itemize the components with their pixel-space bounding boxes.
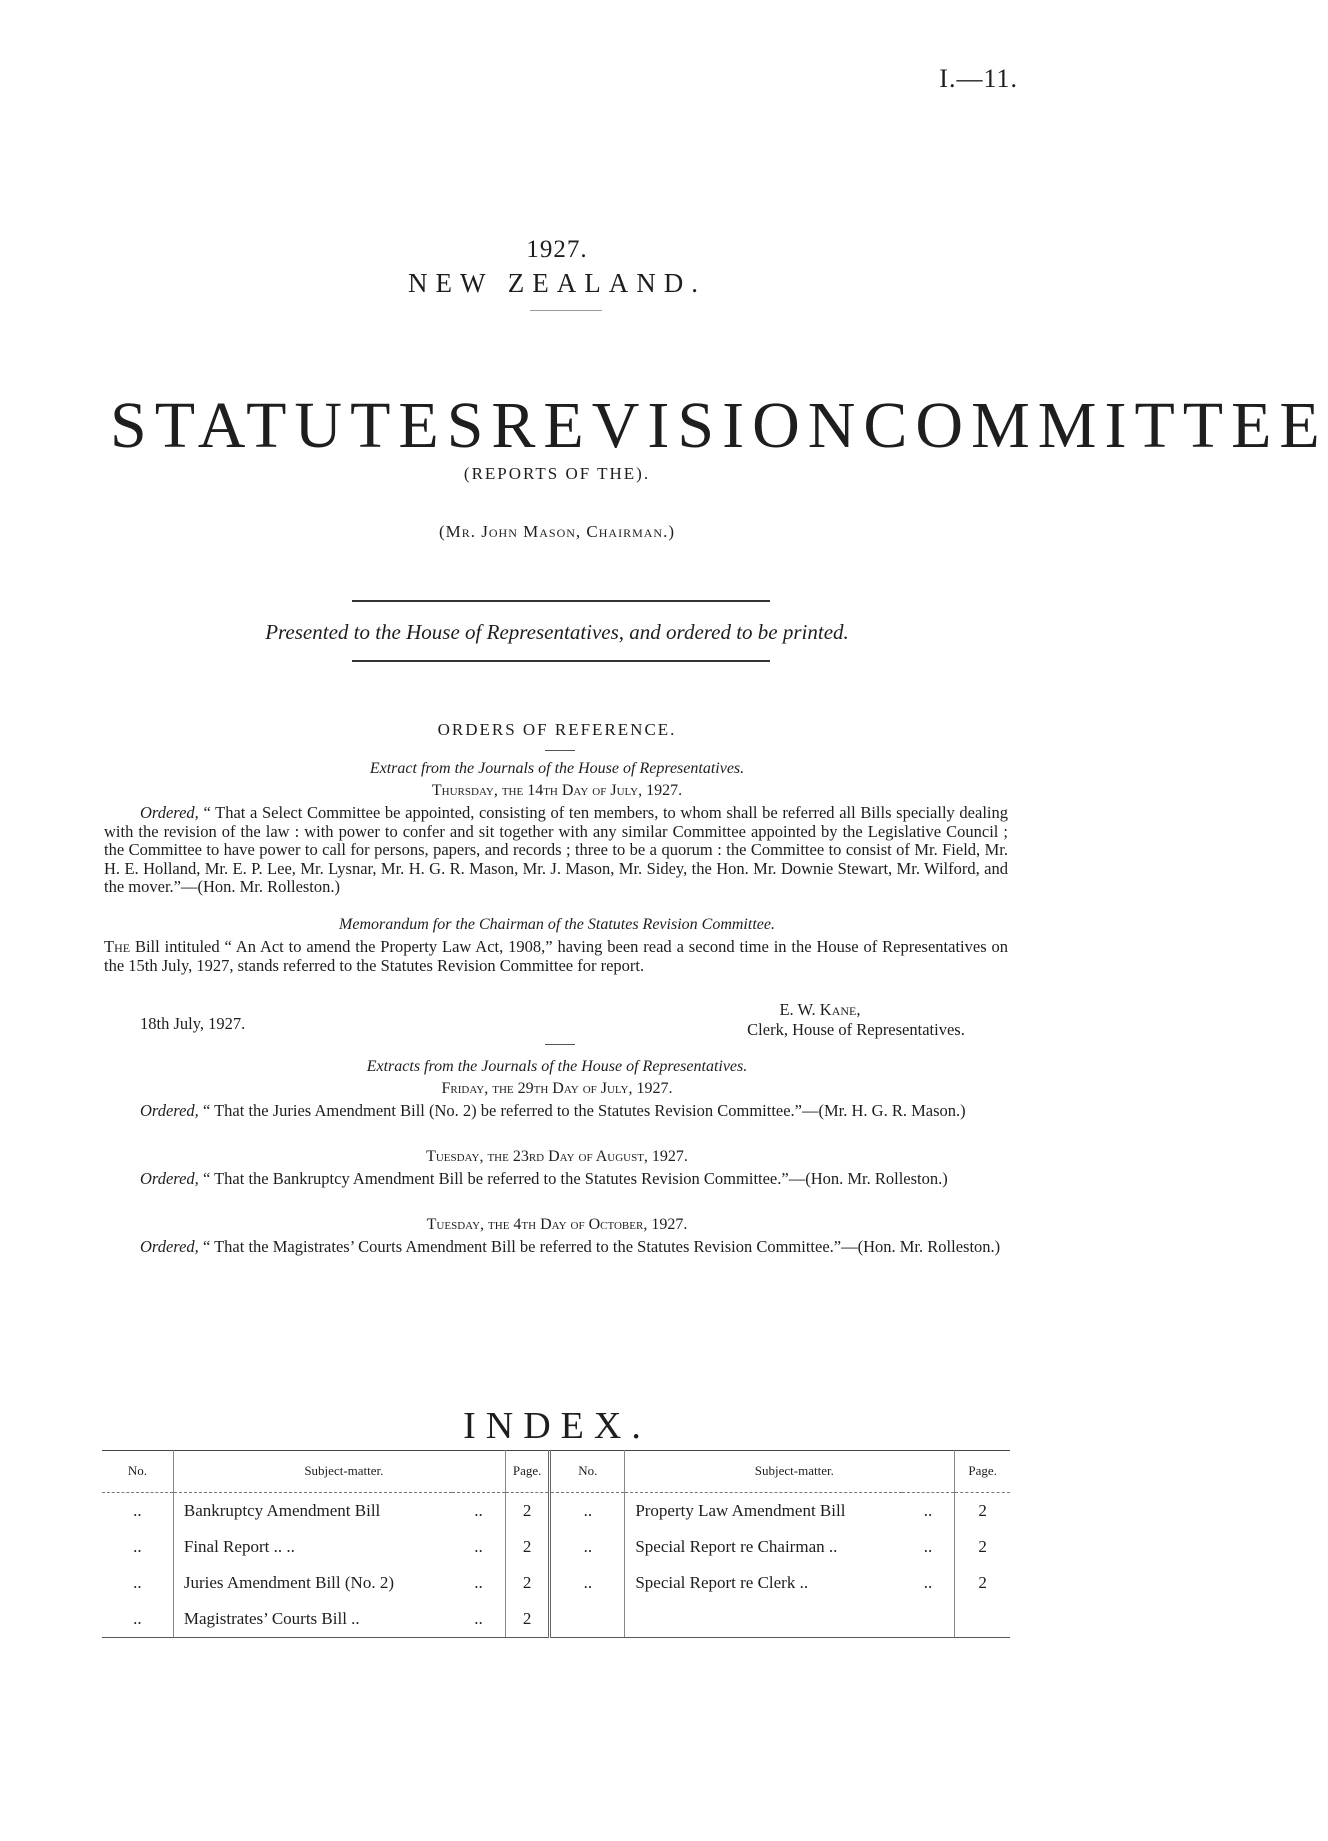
memo-title: Memorandum for the Chairman of the Statutes Revision Committee.	[339, 916, 775, 933]
table-row	[102, 1601, 1010, 1638]
document-year: 1927.	[526, 236, 588, 263]
entry-text-1: “ That the Juries Amendment Bill (No. 2) be referred to the Statutes Revision Committee.”—(Mr. H. G. R. Mason.)	[202, 1101, 966, 1120]
row-page: 2	[505, 1493, 550, 1530]
row-subject: Final Report .. ..	[173, 1529, 452, 1565]
memo-paragraph	[104, 938, 1008, 975]
row-page: 2	[505, 1529, 550, 1565]
title-word-statutes: STATUTES	[110, 389, 492, 462]
divider	[530, 310, 602, 311]
entry-date-3: Tuesday, the 4th Day of October, 1927.	[426, 1216, 688, 1233]
row-page: 2	[955, 1529, 1010, 1565]
entry-text-2: “ That the Bankruptcy Amendment Bill be referred to the Statutes Revision Committee.”—(Hon. Mr. Rolleston.)	[202, 1169, 948, 1188]
divider	[545, 750, 575, 751]
main-title	[110, 388, 1328, 464]
table-row	[102, 1529, 1010, 1565]
index-header-row	[102, 1450, 1010, 1493]
row-dots: ..	[923, 1573, 933, 1592]
presented-line: Presented to the House of Representatives, and ordered to be printed.	[265, 620, 849, 644]
header-page: Page.	[505, 1450, 550, 1493]
memo-the: The	[104, 937, 131, 956]
row-dots: ..	[923, 1501, 933, 1520]
divider	[352, 600, 770, 602]
extract-paragraph	[104, 804, 1008, 897]
divider	[545, 1044, 575, 1045]
entry-date-2: Tuesday, the 23rd Day of August, 1927.	[426, 1148, 688, 1165]
extracts-title: Extracts from the Journals of the House of Representatives.	[366, 1058, 748, 1075]
row-subject: Special Report re Clerk ..	[635, 1573, 809, 1592]
extract-text: “ That a Select Committee be appointed, consisting of ten members, to whom shall be referred all Bills specially dealing with the revision of the law : with power to confer and sit together with any similar Committee appointed by the Legislative Council ; the Committee to have power to call for persons, papers, and records ; three to be a quorum : the Committee to consist of Mr. Field, Mr. H. E. Holland, Mr. E. P. Lee, Mr. Lysnar, Mr. H. G. R. Mason, Mr. J. Mason, Mr. Sidey, the Hon. Mr. Downie Stewart, Mr. Wilford, and the mover.”—(Hon. Mr. Rolleston.)	[104, 803, 1009, 896]
header-page: Page.	[955, 1450, 1010, 1493]
row-dots: ..	[474, 1501, 483, 1520]
row-subject: Property Law Amendment Bill	[635, 1501, 846, 1520]
subtitle: (REPORTS OF THE).	[463, 464, 651, 483]
row-dots: ..	[474, 1537, 483, 1556]
country-title: NEW ZEALAND.	[408, 268, 706, 298]
entry-paragraph-1	[104, 1102, 1008, 1121]
row-no: ..	[133, 1537, 142, 1556]
entry-date-1: Friday, the 29th Day of July, 1927.	[441, 1080, 673, 1097]
memo-text: Bill intituled “ An Act to amend the Property Law Act, 1908,” having been read a second time in the House of Representatives on the 15th July, 1927, stands referred to the Statutes Revision Committee for report.	[104, 937, 1008, 975]
row-no: ..	[102, 1601, 173, 1638]
divider	[352, 660, 770, 662]
row-subject: Juries Amendment Bill (No. 2)	[173, 1565, 452, 1601]
entry-paragraph-3	[104, 1238, 1008, 1257]
index-title: INDEX.	[463, 1405, 651, 1447]
index-table	[102, 1450, 1010, 1638]
header-subject: Subject-matter.	[625, 1450, 955, 1493]
ordered-label: Ordered,	[140, 1169, 199, 1188]
row-no: ..	[133, 1501, 142, 1520]
row-page: 2	[505, 1601, 550, 1638]
header-subject: Subject-matter.	[173, 1450, 505, 1493]
row-dots: ..	[474, 1573, 483, 1592]
row-no: ..	[550, 1529, 625, 1565]
row-subject	[625, 1601, 902, 1638]
row-subject: Magistrates’ Courts Bill ..	[173, 1601, 452, 1638]
row-no: ..	[133, 1573, 142, 1592]
memo-date: 18th July, 1927.	[140, 1014, 246, 1033]
row-dots: ..	[452, 1601, 505, 1638]
ordered-label: Ordered,	[140, 803, 199, 822]
row-page: 2	[955, 1565, 1010, 1601]
extract-title: Extract from the Journals of the House of Representatives.	[369, 760, 745, 777]
row-page: 2	[955, 1493, 1010, 1530]
extract-date: Thursday, the 14th Day of July, 1927.	[431, 782, 683, 799]
ordered-label: Ordered,	[140, 1101, 199, 1120]
header-no: No.	[550, 1450, 625, 1493]
row-dots: ..	[923, 1537, 933, 1556]
orders-heading: ORDERS OF REFERENCE.	[437, 720, 677, 739]
ordered-label: Ordered,	[140, 1237, 199, 1256]
row-no	[550, 1601, 625, 1638]
row-no: ..	[550, 1493, 625, 1530]
page-number: I.—11.	[939, 64, 1018, 93]
memo-signer-title: Clerk, House of Representatives.	[747, 1020, 965, 1039]
table-row	[102, 1493, 1010, 1530]
table-row	[102, 1565, 1010, 1601]
entry-paragraph-2	[104, 1170, 1008, 1189]
row-no: ..	[550, 1565, 625, 1601]
row-page	[955, 1601, 1010, 1638]
memo-signer: E. W. Kane,	[779, 1000, 861, 1019]
entry-text-3: “ That the Magistrates’ Courts Amendment Bill be referred to the Statutes Revision Committee.”—(Hon. Mr. Rolleston.)	[202, 1237, 1001, 1256]
row-dots	[902, 1601, 955, 1638]
chairman-line: (Mr. John Mason, Chairman.)	[438, 522, 676, 541]
row-page: 2	[505, 1565, 550, 1601]
title-word-committee: COMMITTEE	[863, 389, 1328, 462]
title-word-revision: REVISION	[491, 389, 864, 462]
row-subject: Bankruptcy Amendment Bill	[173, 1493, 452, 1530]
header-no: No.	[102, 1450, 173, 1493]
row-subject: Special Report re Chairman ..	[635, 1537, 838, 1556]
